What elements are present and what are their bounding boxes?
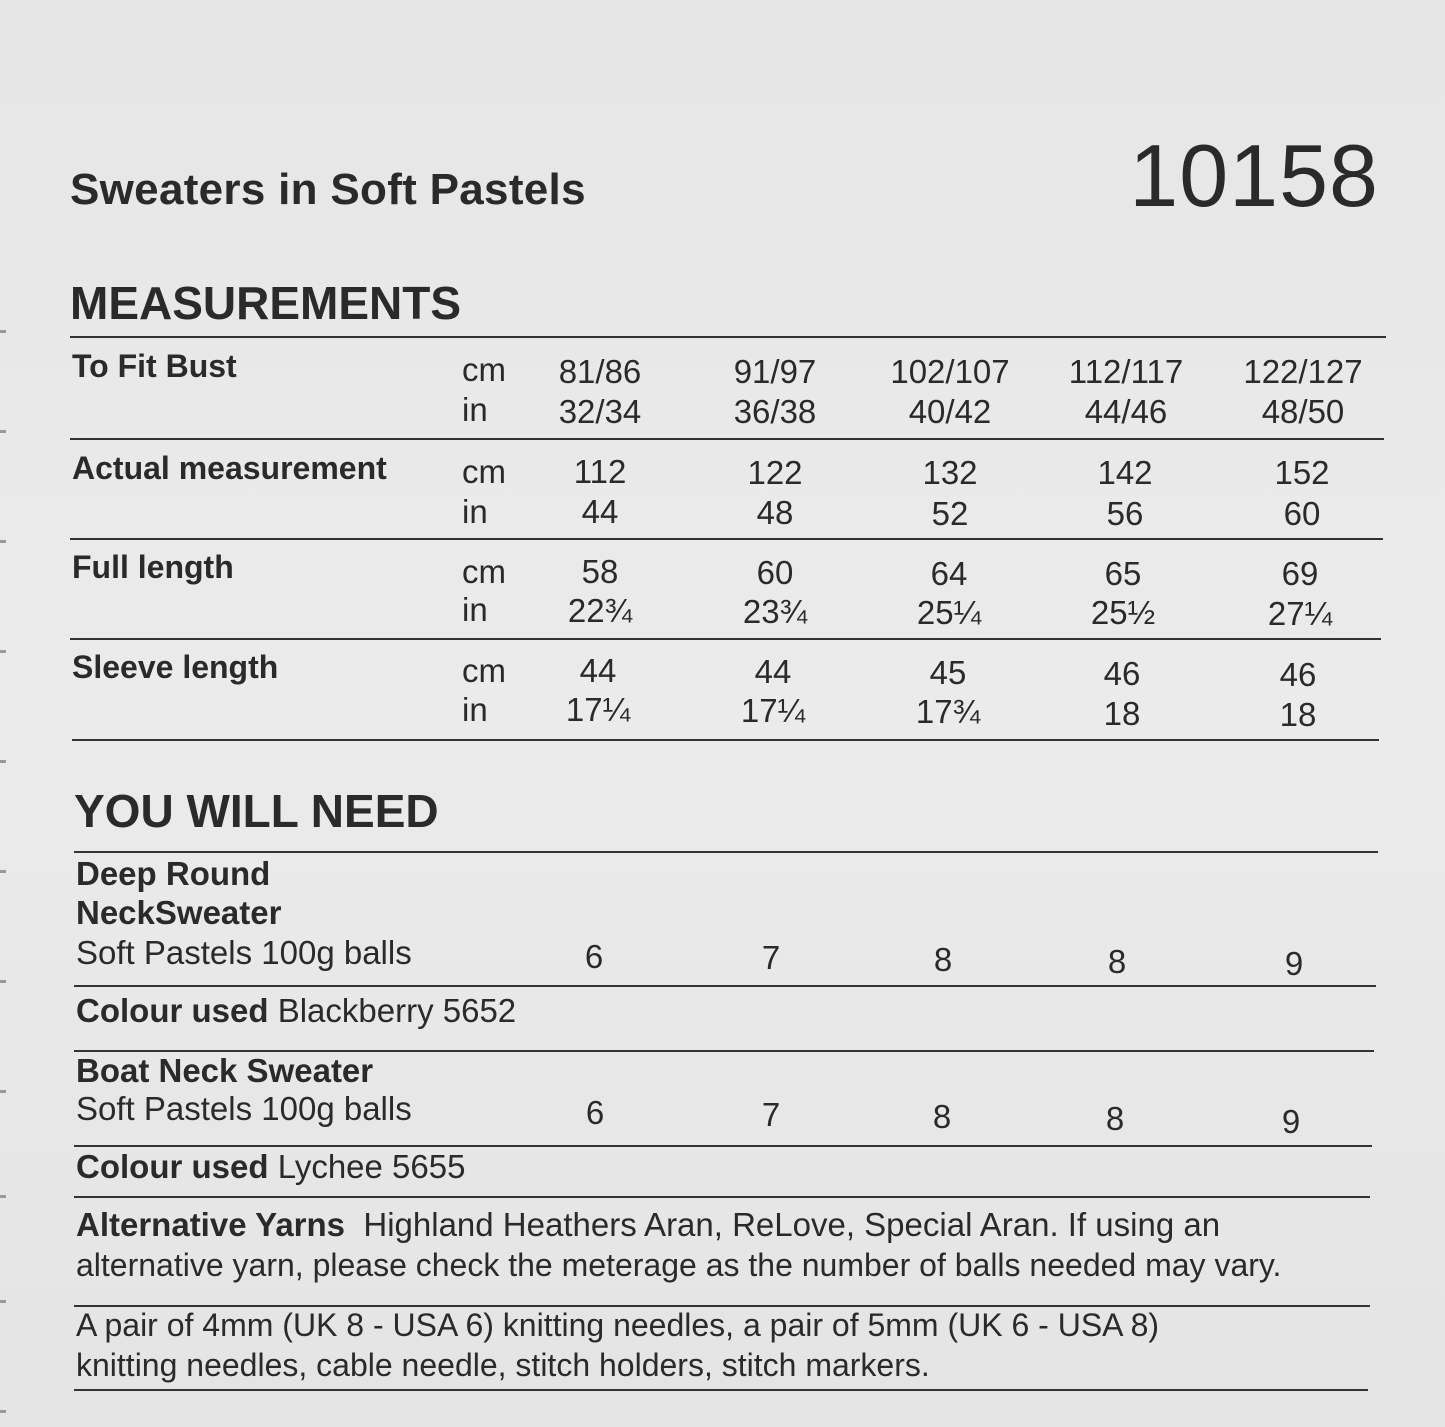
- value-cell: 46: [1279, 656, 1317, 693]
- divider: [72, 739, 1379, 741]
- colour-used-label: Colour used: [76, 992, 269, 1029]
- value-cell: 48/50: [1261, 393, 1345, 430]
- edge-mark: [0, 540, 6, 543]
- page-title: Sweaters in Soft Pastels: [70, 165, 586, 214]
- boat-neck-title: Boat Neck Sweater: [76, 1052, 374, 1089]
- divider: [74, 985, 1376, 987]
- divider: [70, 638, 1381, 640]
- ball-count: 7: [761, 939, 781, 976]
- unit-cm: cm: [462, 453, 506, 490]
- ball-count: 9: [1281, 1103, 1301, 1140]
- unit-in: in: [462, 493, 488, 530]
- edge-mark: [0, 330, 6, 333]
- alternative-yarns-label: Alternative Yarns: [76, 1206, 346, 1243]
- value-cell: 64: [930, 555, 968, 592]
- value-cell: 44: [754, 653, 792, 690]
- value-cell: 36/38: [733, 393, 817, 430]
- value-cell: 44: [581, 493, 619, 530]
- deep-round-title-2: NeckSweater: [76, 894, 282, 931]
- value-cell: 60: [756, 554, 794, 591]
- value-cell: 17¼: [565, 691, 631, 728]
- value-cell: 65: [1104, 555, 1142, 592]
- value-cell: 142: [1097, 454, 1153, 491]
- colour-value: Blackberry 5652: [277, 992, 517, 1029]
- unit-cm: cm: [462, 652, 506, 689]
- divider: [70, 538, 1383, 540]
- value-cell: 17¾: [915, 693, 981, 730]
- unit-cm: cm: [462, 351, 506, 388]
- unit-cm: cm: [462, 553, 506, 590]
- pattern-number: 10158: [1129, 126, 1379, 225]
- edge-mark: [0, 760, 6, 763]
- edge-mark: [0, 1410, 6, 1413]
- ball-count: 6: [585, 1094, 605, 1131]
- value-cell: 152: [1274, 454, 1330, 491]
- ball-count: 8: [1105, 1100, 1125, 1137]
- value-cell: 44: [579, 652, 617, 689]
- alternative-yarns-line2: alternative yarn, please check the meterage as the number of balls needed may vary.: [76, 1247, 1282, 1283]
- unit-in: in: [462, 591, 488, 628]
- row-label-full-length: Full length: [72, 549, 234, 585]
- edge-mark: [0, 650, 6, 653]
- edge-mark: [0, 1300, 6, 1303]
- value-cell: 81/86: [558, 353, 642, 390]
- edge-mark: [0, 980, 6, 983]
- row-label-sleeve-length: Sleeve length: [72, 649, 279, 685]
- edge-mark: [0, 870, 6, 873]
- value-cell: 91/97: [733, 353, 817, 390]
- value-cell: 122: [747, 454, 803, 491]
- value-cell: 52: [931, 495, 969, 532]
- value-cell: 17¼: [740, 692, 806, 729]
- value-cell: 132: [922, 454, 978, 491]
- value-cell: 23¾: [742, 593, 808, 630]
- ball-count: 9: [1284, 945, 1304, 982]
- value-cell: 22¾: [567, 592, 633, 629]
- value-cell: 60: [1283, 495, 1321, 532]
- colour-value: Lychee 5655: [277, 1148, 466, 1185]
- value-cell: 18: [1103, 695, 1141, 732]
- alternative-yarns-line1: [76, 1205, 1220, 1245]
- value-cell: 56: [1106, 495, 1144, 532]
- value-cell: 32/34: [558, 393, 642, 430]
- deep-round-title-1: Deep Round: [76, 855, 271, 892]
- divider: [74, 851, 1378, 853]
- edge-mark: [0, 430, 6, 433]
- ball-count: 6: [584, 938, 604, 975]
- value-cell: 69: [1281, 555, 1319, 592]
- colour-used-label: Colour used: [76, 1148, 269, 1185]
- boat-neck-yarn: Soft Pastels 100g balls: [76, 1090, 412, 1127]
- value-cell: 112: [573, 453, 627, 490]
- divider: [70, 336, 1386, 338]
- divider: [74, 1196, 1370, 1198]
- value-cell: 25½: [1090, 594, 1156, 631]
- you-will-need-heading: YOU WILL NEED: [74, 785, 439, 837]
- unit-in: in: [462, 691, 488, 728]
- value-cell: 102/107: [890, 353, 1010, 390]
- alternative-yarns-text: Highland Heathers Aran, ReLove, Special Aran. If using an: [363, 1206, 1221, 1243]
- measurements-heading: MEASUREMENTS: [70, 277, 462, 329]
- value-cell: 18: [1279, 696, 1317, 733]
- divider: [74, 1389, 1368, 1391]
- ball-count: 8: [933, 941, 953, 978]
- row-label-actual: Actual measurement: [72, 450, 387, 486]
- edge-mark: [0, 1090, 6, 1093]
- value-cell: 46: [1103, 655, 1141, 692]
- unit-in: in: [462, 391, 488, 428]
- value-cell: 58: [581, 553, 619, 590]
- ball-count: 8: [1107, 943, 1127, 980]
- divider: [70, 438, 1384, 440]
- ball-count: 8: [932, 1098, 952, 1135]
- value-cell: 25¼: [916, 594, 982, 631]
- value-cell: 112/117: [1068, 353, 1184, 390]
- deep-round-colour: [76, 991, 516, 1031]
- needles-line1: A pair of 4mm (UK 8 - USA 6) knitting needles, a pair of 5mm (UK 6 - USA 8): [76, 1307, 1160, 1343]
- value-cell: 27¼: [1267, 595, 1333, 632]
- deep-round-yarn: Soft Pastels 100g balls: [76, 934, 412, 971]
- value-cell: 40/42: [908, 393, 992, 430]
- value-cell: 48: [756, 494, 794, 531]
- needles-line2: knitting needles, cable needle, stitch holders, stitch markers.: [76, 1347, 930, 1383]
- ball-count: 7: [761, 1096, 781, 1133]
- value-cell: 45: [929, 654, 967, 691]
- edge-mark: [0, 1195, 6, 1198]
- value-cell: 122/127: [1243, 353, 1363, 390]
- boat-neck-colour: [76, 1147, 465, 1187]
- value-cell: 44/46: [1084, 393, 1168, 430]
- row-label-bust: To Fit Bust: [72, 348, 237, 384]
